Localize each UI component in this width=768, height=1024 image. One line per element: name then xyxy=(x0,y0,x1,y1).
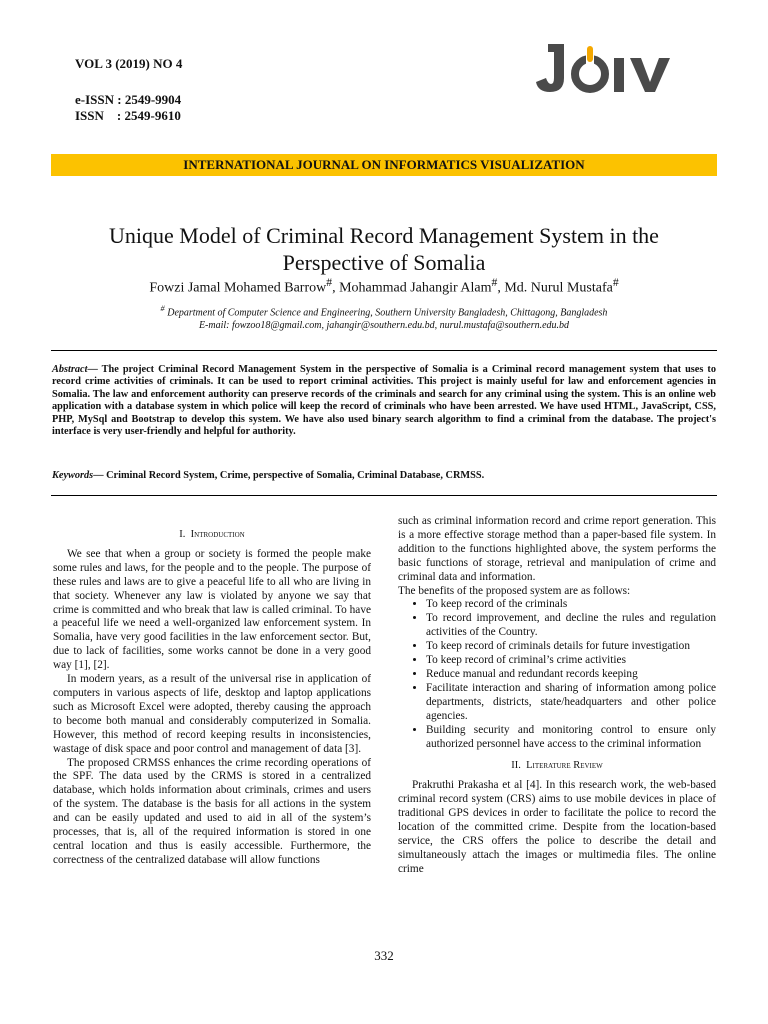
abstract xyxy=(52,364,716,438)
paragraph: The proposed CRMSS enhances the crime recording operations of the SPF. The data used by the CRMS is stored in a centralized database, which holds information about criminals, crimes and users of the system. The database is the basis for all actions in the system and can be easily updated and used to aid in all of the system’s processes, that is, all of the required information is stored in one central location and thus is easily accessible. Furthermore, the correctness of the centralized database will allow functions xyxy=(53,756,371,866)
list-item: • To keep record of criminals details for future investigation xyxy=(426,640,716,654)
author-2-mark: # xyxy=(491,276,498,289)
paper-title xyxy=(40,222,728,276)
keywords xyxy=(52,470,716,481)
paragraph: Prakruthi Prakasha et al [4]. In this research work, the web-based criminal record system (CRS) aims to use mobile devices in place of traditional GPS devices in order to facilitate the police to record the location of the committed crime. Despite from the location-based service, the CRS offers the police to describe the detail and simultaneously attach the images or multimedia files. The online crime xyxy=(398,779,716,875)
affiliation-text: Department of Computer Science and Engineering, Southern University Bangladesh, Chittagong, Bangladesh xyxy=(167,307,608,319)
authors: Fowzi Jamal Mohamed Barrow#, Mohammad Jahangir Alam#, Md. Nurul Mustafa# xyxy=(149,276,619,296)
journal-logo xyxy=(534,38,694,96)
author-emails: E-mail: fowzoo18@gmail.com, jahangir@southern.edu.bd, nurul.mustafa@southern.edu.bd xyxy=(198,320,570,331)
list-item: • To keep record of criminal’s crime activities xyxy=(426,654,716,668)
paragraph: The benefits of the proposed system are as follows: xyxy=(398,584,631,597)
benefits-list xyxy=(398,598,716,751)
list-item: • Facilitate interaction and sharing of information among police departments, districts, state/headquarters and other police agencies. xyxy=(426,682,716,724)
volume-info: VOL 3 (2019) NO 4 xyxy=(75,56,183,71)
title-line-1: Unique Model of Criminal Record Management System in the xyxy=(109,223,659,248)
affiliation xyxy=(40,304,728,318)
right-column xyxy=(398,515,716,877)
section-heading-introduction xyxy=(53,528,371,542)
abstract-label: Abstract xyxy=(52,364,88,375)
keywords-text: — Criminal Record System, Crime, perspective of Somalia, Criminal Database, CRMSS. xyxy=(93,470,485,481)
section-title: Introduction xyxy=(190,529,245,540)
section-title: Literature Review xyxy=(526,760,603,772)
affiliation-mark: # xyxy=(160,304,165,313)
author-2: Mohammad Jahangir Alam xyxy=(339,280,492,296)
paragraph: such as criminal information record and crime report generation. This is a more effective storage method than a paper-based file system. In addition to the functions highlighted above, the system performs the basic functions of storage, retrieval and manipulation of crime and criminal data and information. xyxy=(398,515,716,583)
list-item: • Building security and monitoring control to ensure only authorized personnel have access to the criminal information xyxy=(426,724,716,752)
author-1: Fowzi Jamal Mohamed Barrow xyxy=(149,280,327,296)
left-column xyxy=(53,528,371,868)
issn: ISSN : 2549-9610 xyxy=(75,108,181,123)
eissn: e-ISSN : 2549-9904 xyxy=(75,92,182,107)
author-3-mark: # xyxy=(612,276,619,289)
section-heading-literature-review xyxy=(398,759,716,773)
section-number: II. xyxy=(511,760,521,772)
section-number: I. xyxy=(179,529,186,540)
divider-bottom xyxy=(51,495,717,496)
list-item: • To record improvement, and decline the rules and regulation activities of the Country. xyxy=(426,612,716,640)
divider-top xyxy=(51,350,717,351)
paragraph: We see that when a group or society is formed the people make some rules and laws, for the people and to the people. The purpose of these rules and laws are to give a peaceful life to all who are living in that society. Whenever any law is violated by anyone we say that crime is committed and who break that law is called criminal. To have a peaceful life we need a well-organized law enforcement system. In Somalia, have very good facilities in the law enforcement sector. But, due to lack of facilities, some works cannot be done in a very good way [1], [2]. xyxy=(53,547,371,672)
list-item: • Reduce manual and redundant records keeping xyxy=(426,668,716,682)
list-item: • To keep record of the criminals xyxy=(426,598,716,612)
keywords-label: Keywords xyxy=(52,470,94,481)
author-3: Md. Nurul Mustafa xyxy=(504,280,613,296)
title-line-2: Perspective of Somalia xyxy=(282,250,486,275)
paragraph: In modern years, as a result of the universal rise in application of computers in various aspects of life, desktop and laptop applications such as Microsoft Excel were adopted, thereby causing the approach to become both manual and considerably computerized in Somalia. However, this method of record keeping results in inconsistencies, wastage of disk space and poor control and management of data [3]. xyxy=(53,673,371,755)
abstract-text: — The project Criminal Record Management System in the perspective of Somalia is a Criminal record management system that uses to record crime activities of criminals. It can be used to report criminal activities. This project is mainly useful for law and enforcement agencies in Somalia. The law and enforcement authority can preserve records of the criminals and search for any criminal using the system. This is an online web application with a database system in which police will keep the record of criminals who have been arrested. We have used HTML, JavaScript, CSS, PHP, MySql and Bootstrap to develop this system. We have also used binary search algorithm to find a criminal from the database. The project's interface is very user-friendly and helpful for authority. xyxy=(52,364,716,438)
author-1-mark: # xyxy=(326,276,333,289)
page-number: 332 xyxy=(374,948,394,963)
journal-name-banner: INTERNATIONAL JOURNAL ON INFORMATICS VISUALIZATION xyxy=(51,154,717,176)
